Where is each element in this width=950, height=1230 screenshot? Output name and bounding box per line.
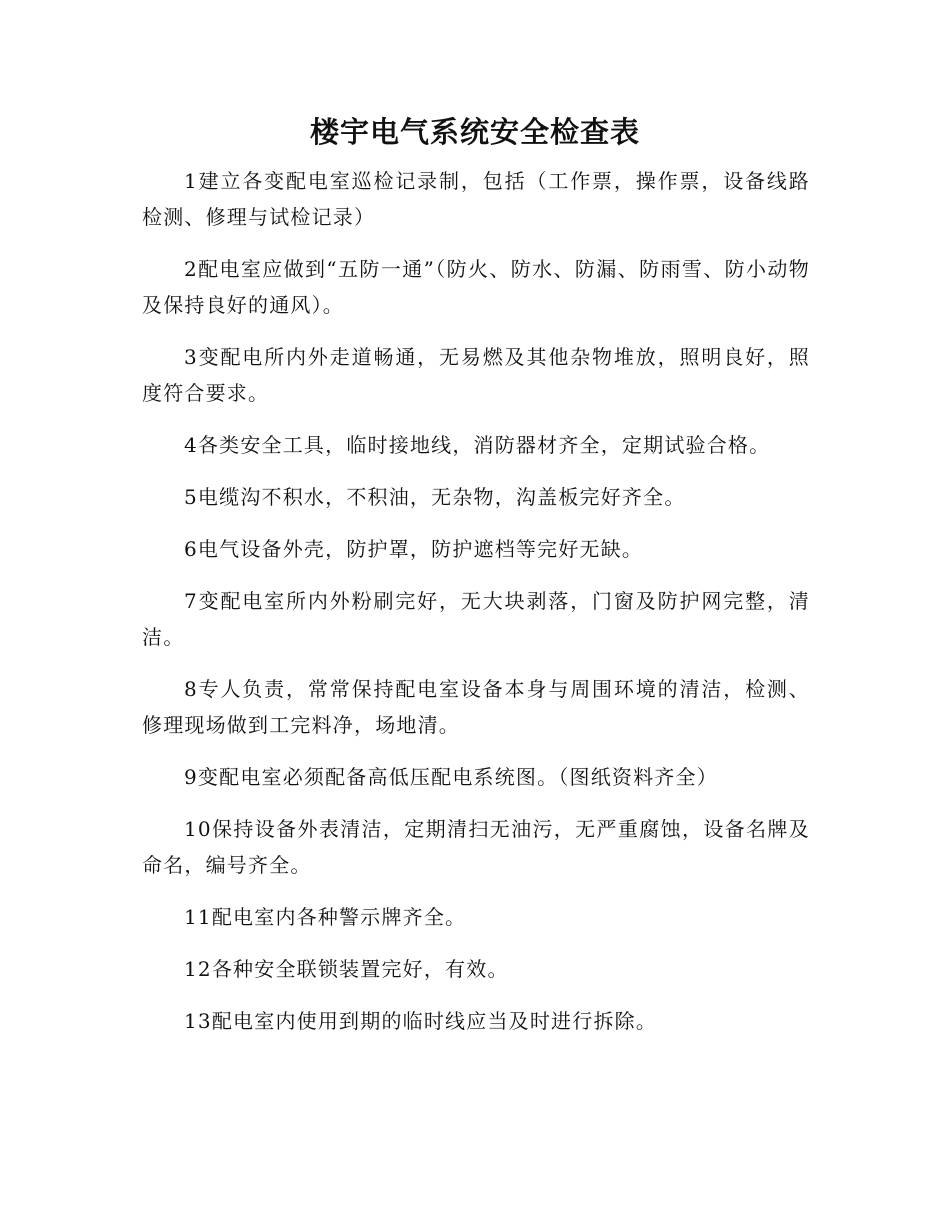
checklist xyxy=(142,163,810,1055)
checklist-item-3: 3变配电所内外走道畅通，无易燃及其他杂物堆放，照明良好，照度符合要求。 xyxy=(142,345,810,405)
checklist-item-13: 13配电室内使用到期的临时线应当及时进行拆除。 xyxy=(184,1009,658,1033)
checklist-item-4: 4各类安全工具，临时接地线，消防器材齐全，定期试验合格。 xyxy=(184,433,771,457)
checklist-item-6: 6电气设备外壳，防护罩，防护遮档等完好无缺。 xyxy=(184,537,644,561)
checklist-item-12: 12各种安全联锁装置完好，有效。 xyxy=(184,957,509,981)
checklist-item-7: 7变配电室所内外粉刷完好，无大块剥落，门窗及防护网完整，清洁。 xyxy=(142,589,810,649)
checklist-item-5: 5电缆沟不积水，不积油，无杂物，沟盖板完好齐全。 xyxy=(184,485,686,509)
checklist-item-9: 9变配电室必须配备高低压配电系统图。（图纸资料齐全） xyxy=(184,765,718,789)
checklist-item-10: 10保持设备外表清洁，定期清扫无油污，无严重腐蚀，设备名牌及命名，编号齐全。 xyxy=(142,817,810,877)
checklist-item-1: 1建立各变配电室巡检记录制，包括（工作票，操作票，设备线路检测、修理与试检记录） xyxy=(142,169,810,229)
checklist-item-11: 11配电室内各种警示牌齐全。 xyxy=(184,905,467,929)
checklist-item-8: 8专人负责，常常保持配电室设备本身与周围环境的清洁，检测、修理现场做到工完料净，场地清。 xyxy=(142,677,810,737)
document-title: 楼宇电气系统安全检查表 xyxy=(309,115,640,149)
checklist-item-2: 2配电室应做到“五防一通”（防火、防水、防漏、防雨雪、防小动物及保持良好的通风）。 xyxy=(142,257,810,317)
